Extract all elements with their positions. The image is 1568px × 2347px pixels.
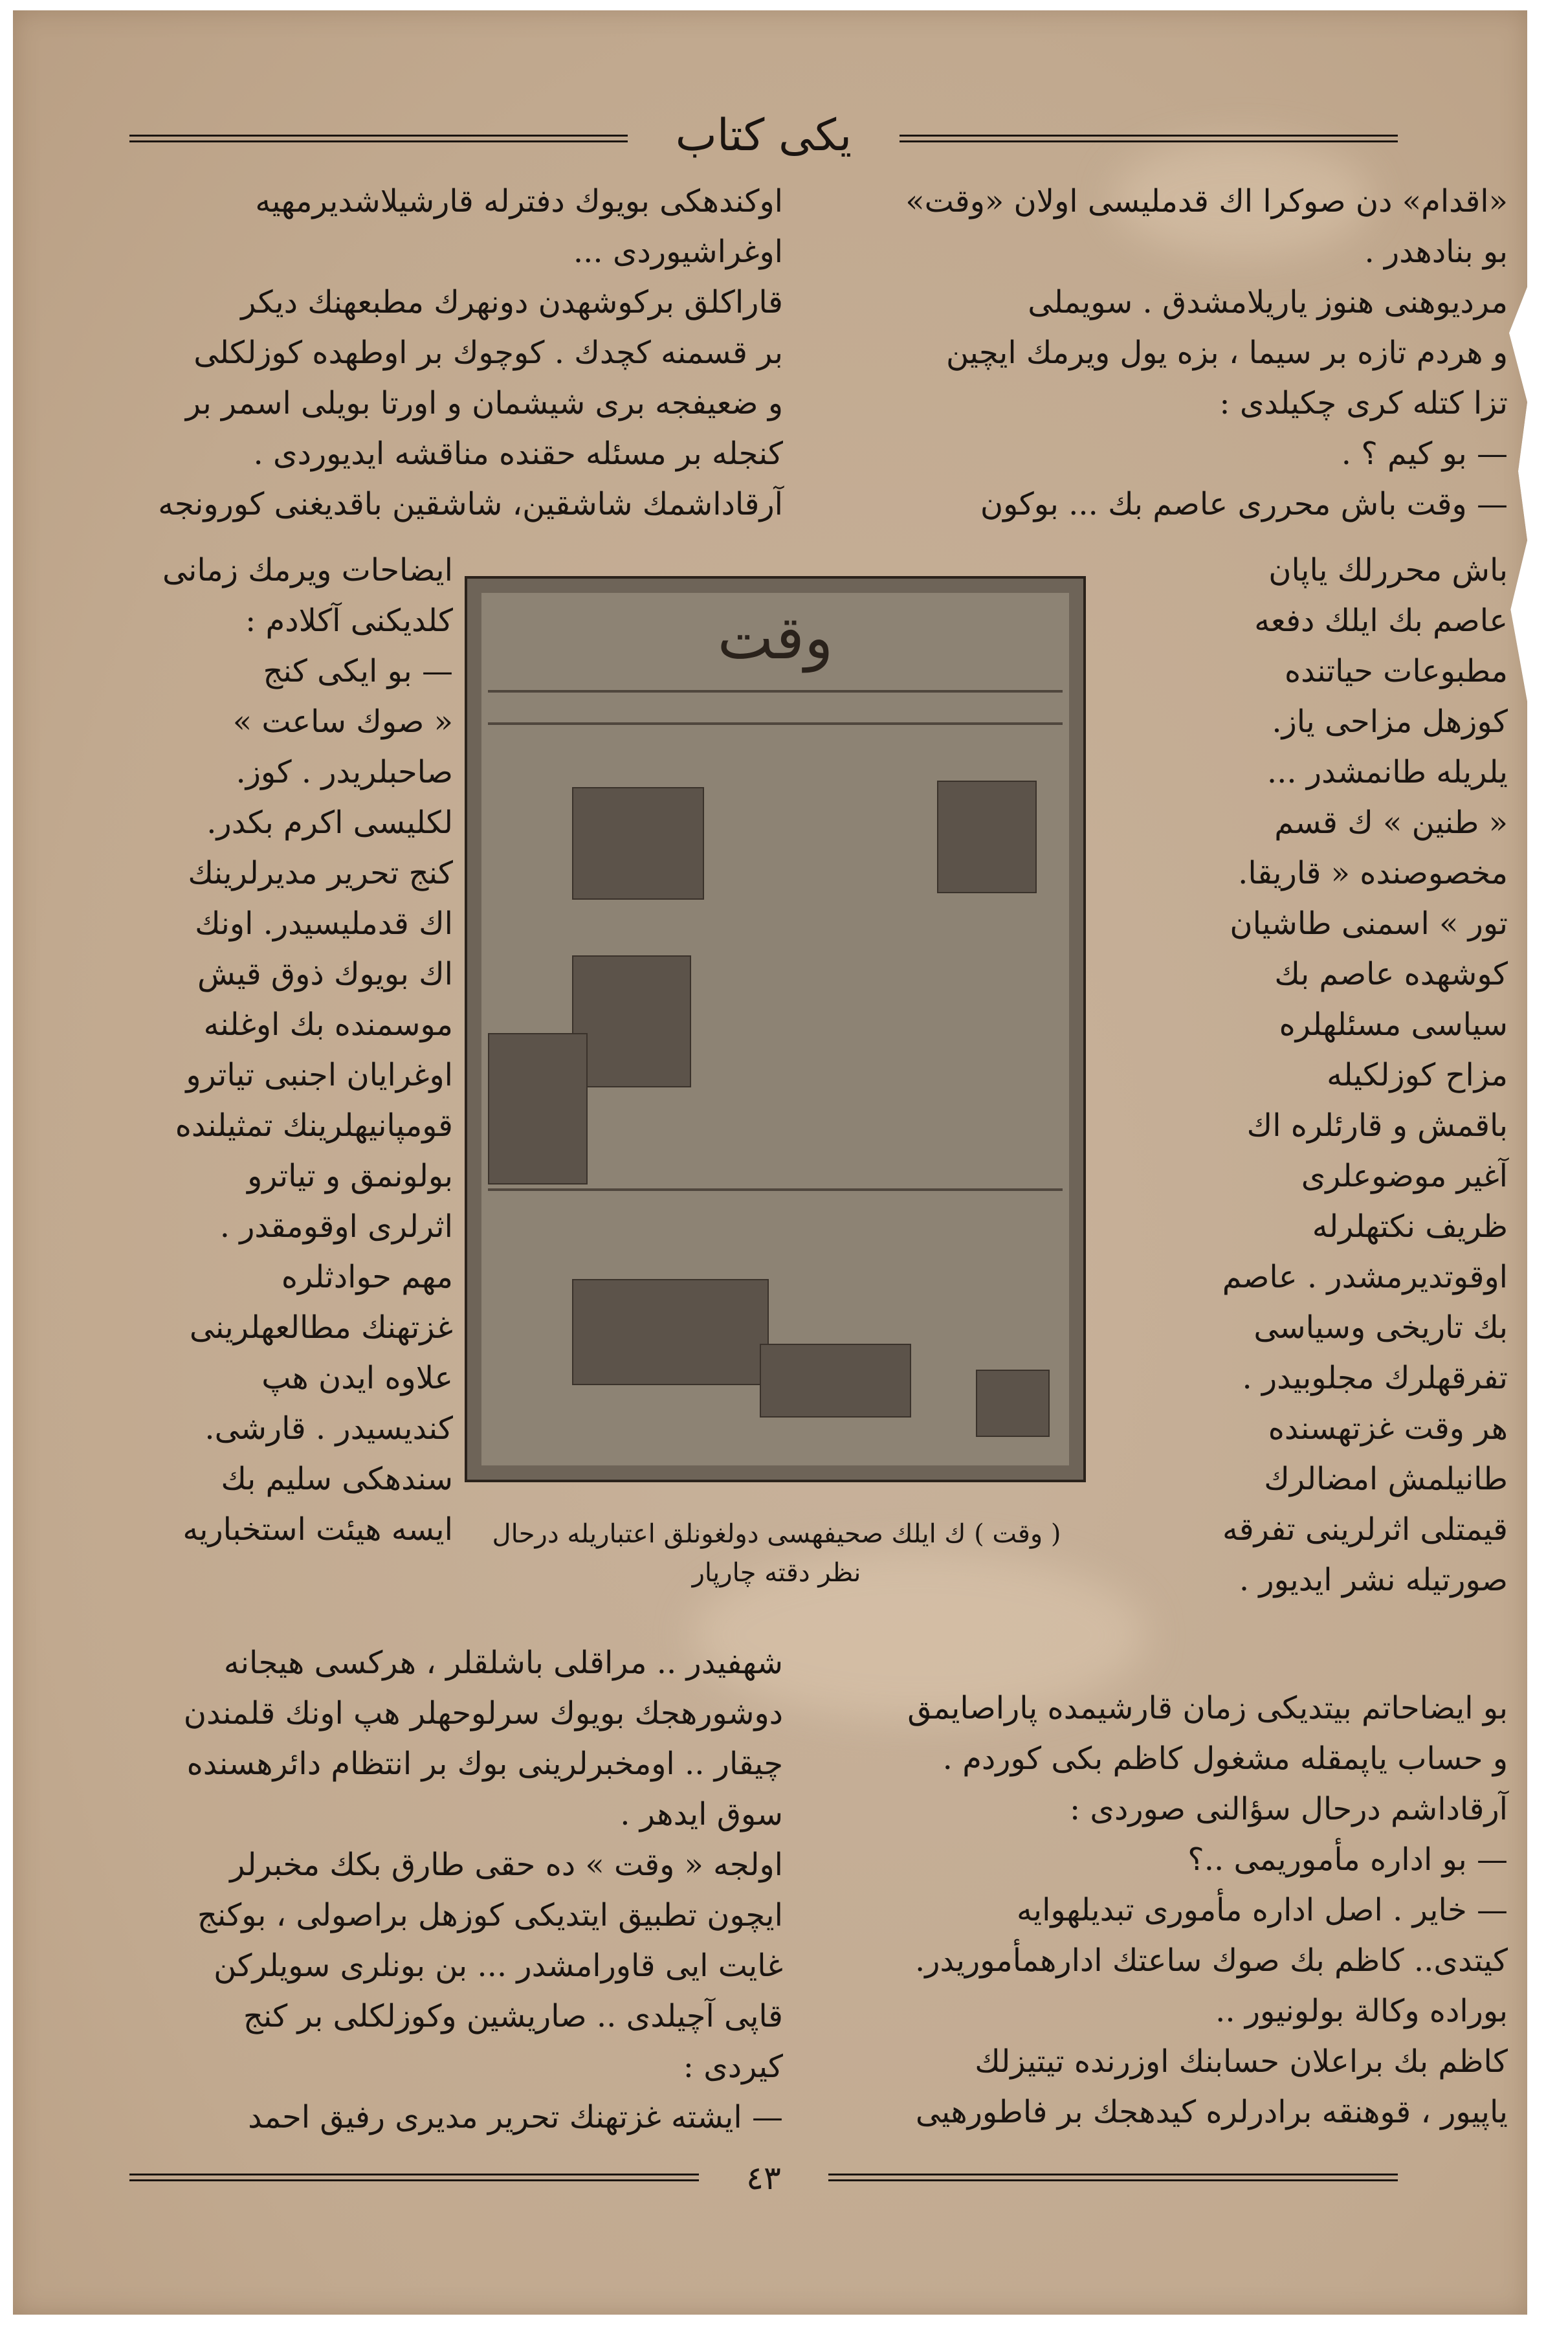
text-line: آرقاداشم درحال سؤالنی صوردی : — [1069, 1791, 1508, 1827]
text-line: شهفیدر .. مراقلی باشلقلر ، هرکسی هیجانه — [223, 1645, 783, 1681]
running-header — [129, 104, 1398, 175]
text-line: سندهکی سلیم بك — [221, 1461, 453, 1497]
text-line: کوشهده عاصم بك — [1274, 956, 1508, 992]
newspaper-rule — [488, 722, 1063, 725]
text-line: مهم حوادثلره — [281, 1259, 453, 1295]
text-line: اوکندهکی بویوك دفترله قارشیلاشدیرمهیه — [255, 183, 783, 219]
text-line: اوقوتدیرمشدر . عاصم — [1222, 1259, 1508, 1295]
text-line: تفرقهلرك مجلوبیدر . — [1242, 1360, 1508, 1396]
text-line: سوق ایدهر . — [620, 1796, 783, 1832]
text-line: « صوك ساعت » — [232, 704, 453, 740]
text-line: «اقدام» دن صوکرا اك قدملیسی اولان «وقت» — [905, 183, 1508, 219]
text-line: ایسه هیئت استخباریه — [182, 1511, 453, 1548]
page-footer — [129, 2155, 1398, 2207]
newspaper-photo — [760, 1344, 911, 1418]
text-line: دوشورهجك بویوك سرلوحهلر هپ اونك قلمندن — [183, 1695, 783, 1731]
text-line: مزاح کوزلکیله — [1327, 1057, 1508, 1093]
text-line: — خایر . اصل اداره مأموری تبدیلهوایه — [1017, 1892, 1508, 1928]
text-line: و حساب یاپمقله مشغول کاظم بکی کوردم . — [942, 1741, 1508, 1777]
newspaper-figure — [465, 576, 1086, 1482]
newspaper-photo — [572, 787, 704, 900]
text-line: — ایشته غزتهنك تحریر مدیری رفیق احمد — [248, 2099, 783, 2135]
text-line: بوراده وکالة بولونیور .. — [1215, 1993, 1508, 2029]
text-line: یلریله طانمشدر ... — [1266, 754, 1508, 790]
text-line: مردیوهنی هنوز یاریلامشدق . سویملی — [1028, 284, 1508, 320]
text-line: عاصم بك ایلك دفعه — [1254, 603, 1508, 639]
text-line: صورتیله نشر ایدیور . — [1239, 1562, 1508, 1598]
text-line: مخصوصنده « قاریقا. — [1238, 855, 1508, 891]
text-line: بك تاریخی وسیاسی — [1253, 1309, 1508, 1346]
right-column-top — [809, 176, 1508, 529]
text-line: — بو کیم ؟ . — [1341, 436, 1508, 472]
newspaper-rule — [488, 690, 1063, 693]
text-line: کنج تحریر مدیرلرینك — [188, 855, 453, 891]
text-line: باش محررلك یاپان — [1268, 552, 1508, 588]
text-line: باقمش و قارئلره اك — [1246, 1107, 1508, 1144]
text-line: کلدیکنی آکلادم : — [245, 603, 453, 639]
text-line: و ضعیفجه بری شیشمان و اورتا بویلی اسمر بر — [185, 385, 783, 421]
text-line: بو ایضاحاتم بیتدیکی زمان قارشیمده پاراصایمق — [907, 1690, 1508, 1726]
text-line: اثرلری اوقومقدر . — [219, 1208, 453, 1245]
newspaper-photo — [976, 1370, 1050, 1437]
header-rule-right — [900, 135, 1398, 142]
text-line: اوغرایان اجنبی تیاترو — [186, 1057, 453, 1093]
text-line: چیقار .. اومخبرلرینی بوك بر انتظام دائرهسنده — [186, 1746, 783, 1782]
left-column-narrow — [142, 545, 453, 1555]
newspaper-photo — [937, 781, 1037, 893]
text-line: یاپیور ، قوهنقه برادرلره کیدهجك بر فاطورهیی — [915, 2094, 1508, 2130]
text-line: بولونمق و تیاترو — [247, 1158, 453, 1194]
newspaper-masthead: وقت — [717, 603, 834, 673]
text-line: طانیلمش امضالرك — [1264, 1461, 1508, 1497]
text-line: ایچون تطبیق ایتدیکی کوزهل براصولی ، بوکنج — [197, 1897, 783, 1933]
text-line: قیمتلی اثرلرینی تفرقه — [1222, 1511, 1508, 1548]
text-line: صاحبلریدر . کوز. — [236, 754, 453, 790]
newspaper-rule — [488, 1188, 1063, 1191]
text-line: بو بنادهدر . — [1364, 234, 1508, 270]
text-line: اك بویوك ذوق قیش — [197, 956, 453, 992]
text-line: غایت ایی قاورامشدر ... بن بونلری سویلرکن — [214, 1948, 783, 1984]
right-column-bottom — [809, 1683, 1508, 2137]
text-line: اولجه « وقت » ده حقی طارق بكك مخبرلر — [230, 1847, 783, 1883]
footer-rule-left — [129, 2174, 699, 2181]
text-line: موسمنده بك اوغلنه — [203, 1007, 453, 1043]
header-title: یکی کتاب — [675, 110, 852, 161]
text-line: ظریف نکتهلرله — [1312, 1208, 1508, 1245]
text-line: « طنین » ك قسم — [1274, 805, 1508, 841]
text-line: سیاسی مسئلهلره — [1279, 1007, 1508, 1043]
newspaper-portrait — [488, 1033, 588, 1185]
text-line: کنجله بر مسئله حقنده مناقشه ایدیوردی . — [253, 436, 783, 472]
header-rule-left — [129, 135, 628, 142]
text-line: بر قسمنه کچدك . کوچوك بر اوطهده کوزلکلی — [193, 335, 783, 371]
text-line: آرقاداشمك شاشقین، شاشقین باقدیغنی کورونجه — [158, 486, 783, 522]
newspaper-front-page-image — [481, 593, 1069, 1465]
text-line: قومپانیهلرینك تمثیلنده — [175, 1107, 453, 1144]
text-line: لکلیسی اکرم بکدر. — [206, 805, 453, 841]
text-line: — بو اداره مأموریمی ..؟ — [1187, 1841, 1508, 1878]
text-line: مطبوعات حیاتنده — [1284, 653, 1508, 689]
caption-line: نظر دقته چارپار — [692, 1558, 861, 1588]
text-line: — وقت باش محرری عاصم بك ... بوکون — [980, 486, 1508, 522]
text-line: کیردی : — [683, 2049, 783, 2085]
text-line: قاپی آچیلدی .. صاریشین وکوزلکلی بر کنج — [243, 1998, 783, 2034]
text-line: غزتهنك مطالعهلرینی — [189, 1309, 453, 1346]
text-line: قاراکلق برکوشهدن دونهرك مطبعهنك دیکر — [241, 284, 783, 320]
left-column-bottom — [142, 1638, 783, 2142]
text-line: — بو ایکی کنج — [263, 653, 453, 689]
text-line: تور » اسمنی طاشیان — [1230, 906, 1508, 942]
newspaper-photo — [572, 1279, 769, 1385]
text-line: تزا کتله کری چکیلدی : — [1219, 385, 1508, 421]
right-column-narrow — [1145, 545, 1508, 1605]
newspaper-photo — [572, 955, 691, 1087]
text-line: آغیر موضوعلری — [1301, 1158, 1508, 1194]
left-column-top — [142, 176, 783, 529]
text-line: اك قدملیسیدر. اونك — [195, 906, 453, 942]
caption-line: ( وقت ) ك ایلك صحیفهسی دولغونلق اعتباریله درحال — [492, 1519, 1061, 1549]
text-line: هر وقت غزتهسنده — [1268, 1410, 1508, 1447]
footer-rule-right — [828, 2174, 1398, 2181]
text-line: کیتدی.. کاظم بك صوك ساعتك ادارهمأموریدر. — [915, 1942, 1508, 1979]
text-line: کندیسیدر . قارشی. — [204, 1410, 453, 1447]
text-line: کوزهل مزاحی یاز. — [1272, 704, 1508, 740]
figure-caption — [466, 1515, 1087, 1592]
text-line: علاوه ایدن هپ — [261, 1360, 453, 1396]
text-line: اوغراشیوردی ... — [573, 234, 783, 270]
text-line: کاظم بك براعلان حسابنك اوزرنده تیتیزلك — [975, 2043, 1508, 2080]
text-line: ایضاحات ویرمك زمانی — [162, 552, 453, 588]
page-number: ٤٣ — [746, 2159, 781, 2197]
text-line: و هردم تازه بر سیما ، بزه یول ویرمك ایچین — [945, 335, 1508, 371]
